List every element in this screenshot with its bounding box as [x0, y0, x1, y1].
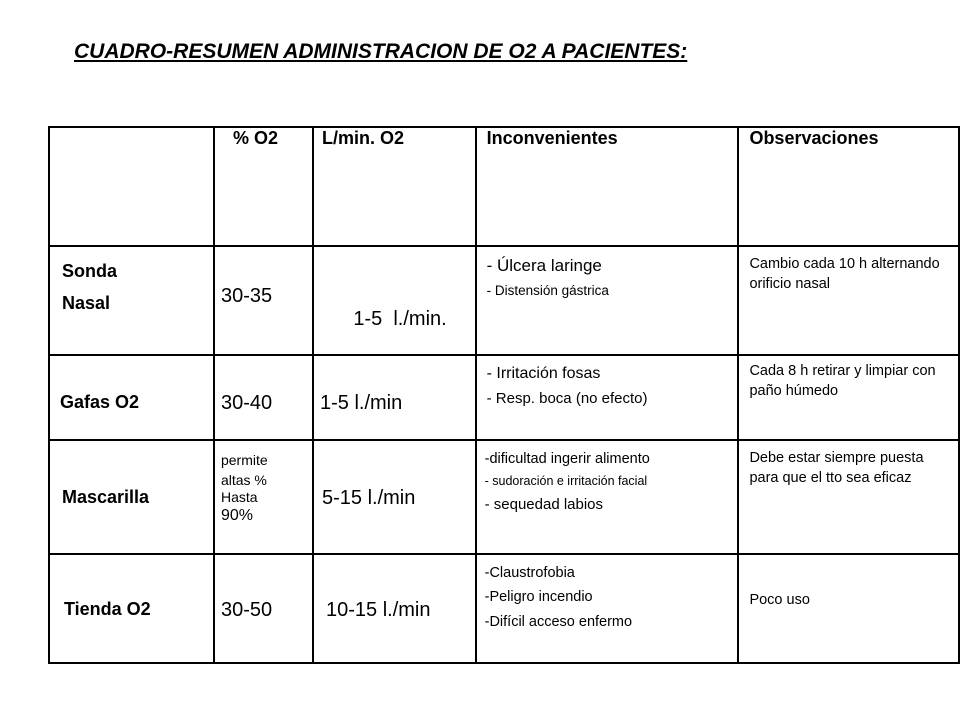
header-cell-inconvenientes: Inconvenientes: [476, 127, 739, 246]
percent-cell: [214, 440, 313, 554]
inconveniente-item: -Peligro incendio: [484, 589, 593, 605]
observacion-text: Poco uso: [749, 592, 810, 608]
inconveniente-item: -Difícil acceso enfermo: [484, 614, 633, 630]
inconvenientes-cell: [476, 246, 739, 355]
flow-value: 10-15 l./min: [326, 599, 431, 621]
summary-table: [48, 126, 960, 664]
flow-cell: [313, 355, 476, 440]
page-title: CUADRO-RESUMEN ADMINISTRACION DE O2 A PACIENTES:: [74, 40, 688, 63]
inconveniente-item: - Úlcera laringe: [486, 256, 602, 275]
percent-cell: [214, 554, 313, 663]
observaciones-cell: [738, 246, 959, 355]
percent-line: Hasta: [220, 489, 258, 505]
flow-cell: [313, 246, 476, 355]
flow-cell: [313, 440, 476, 554]
inconvenientes-cell: [476, 440, 739, 554]
flow-value: 1-5 l./min: [320, 392, 403, 414]
table-row: [49, 355, 959, 440]
observaciones-cell: [738, 355, 959, 440]
row-label-line: Sonda: [62, 261, 118, 281]
percent-line: 90%: [220, 507, 253, 524]
row-label: [49, 440, 214, 554]
percent-value: 30-40: [220, 392, 273, 414]
inconveniente-item: - Irritación fosas: [486, 365, 601, 382]
inconveniente-item: -dificultad ingerir alimento: [484, 451, 650, 467]
table-row: [49, 440, 959, 554]
observacion-text: Debe estar siempre puesta para que el tto sea eficaz: [749, 450, 924, 486]
percent-value: 30-35: [220, 285, 273, 307]
row-label-line: Nasal: [62, 293, 111, 313]
row-label: [49, 246, 214, 355]
percent-cell: [214, 246, 313, 355]
inconveniente-item: - Resp. boca (no efecto): [486, 390, 648, 407]
observaciones-cell: [738, 440, 959, 554]
row-label-line: Tienda O2: [64, 599, 151, 619]
header-cell-flow: L/min. O2: [313, 127, 476, 246]
observaciones-cell: [738, 554, 959, 663]
flow-value: 1-5 l./min.: [353, 308, 447, 330]
row-label: [49, 554, 214, 663]
inconveniente-item: - sequedad labios: [484, 496, 604, 513]
inconvenientes-cell: [476, 355, 739, 440]
header-cell-observaciones: Observaciones: [738, 127, 959, 246]
observacion-text: Cada 8 h retirar y limpiar con paño húmedo: [749, 363, 936, 399]
percent-cell: [214, 355, 313, 440]
flow-value: 5-15 l./min: [322, 487, 416, 509]
table-row: [49, 246, 959, 355]
percent-value: 30-50: [220, 599, 273, 621]
table-header-row: [49, 127, 959, 246]
observacion-text: Cambio cada 10 h alternando orificio nasal: [749, 256, 940, 292]
percent-line: permite: [220, 452, 268, 468]
row-label-line: Gafas O2: [60, 392, 140, 412]
flow-cell: [313, 554, 476, 663]
header-cell-percent-o2: % O2: [214, 127, 313, 246]
row-label-line: Mascarilla: [62, 487, 150, 507]
inconveniente-item: - sudoración e irritación facial: [484, 474, 648, 488]
inconveniente-item: -Claustrofobia: [484, 565, 575, 581]
row-label: [49, 355, 214, 440]
percent-line: altas %: [220, 472, 267, 488]
table-row: [49, 554, 959, 663]
header-cell-empty: [49, 127, 214, 246]
inconveniente-item: - Distensión gástrica: [486, 283, 609, 298]
inconvenientes-cell: [476, 554, 739, 663]
